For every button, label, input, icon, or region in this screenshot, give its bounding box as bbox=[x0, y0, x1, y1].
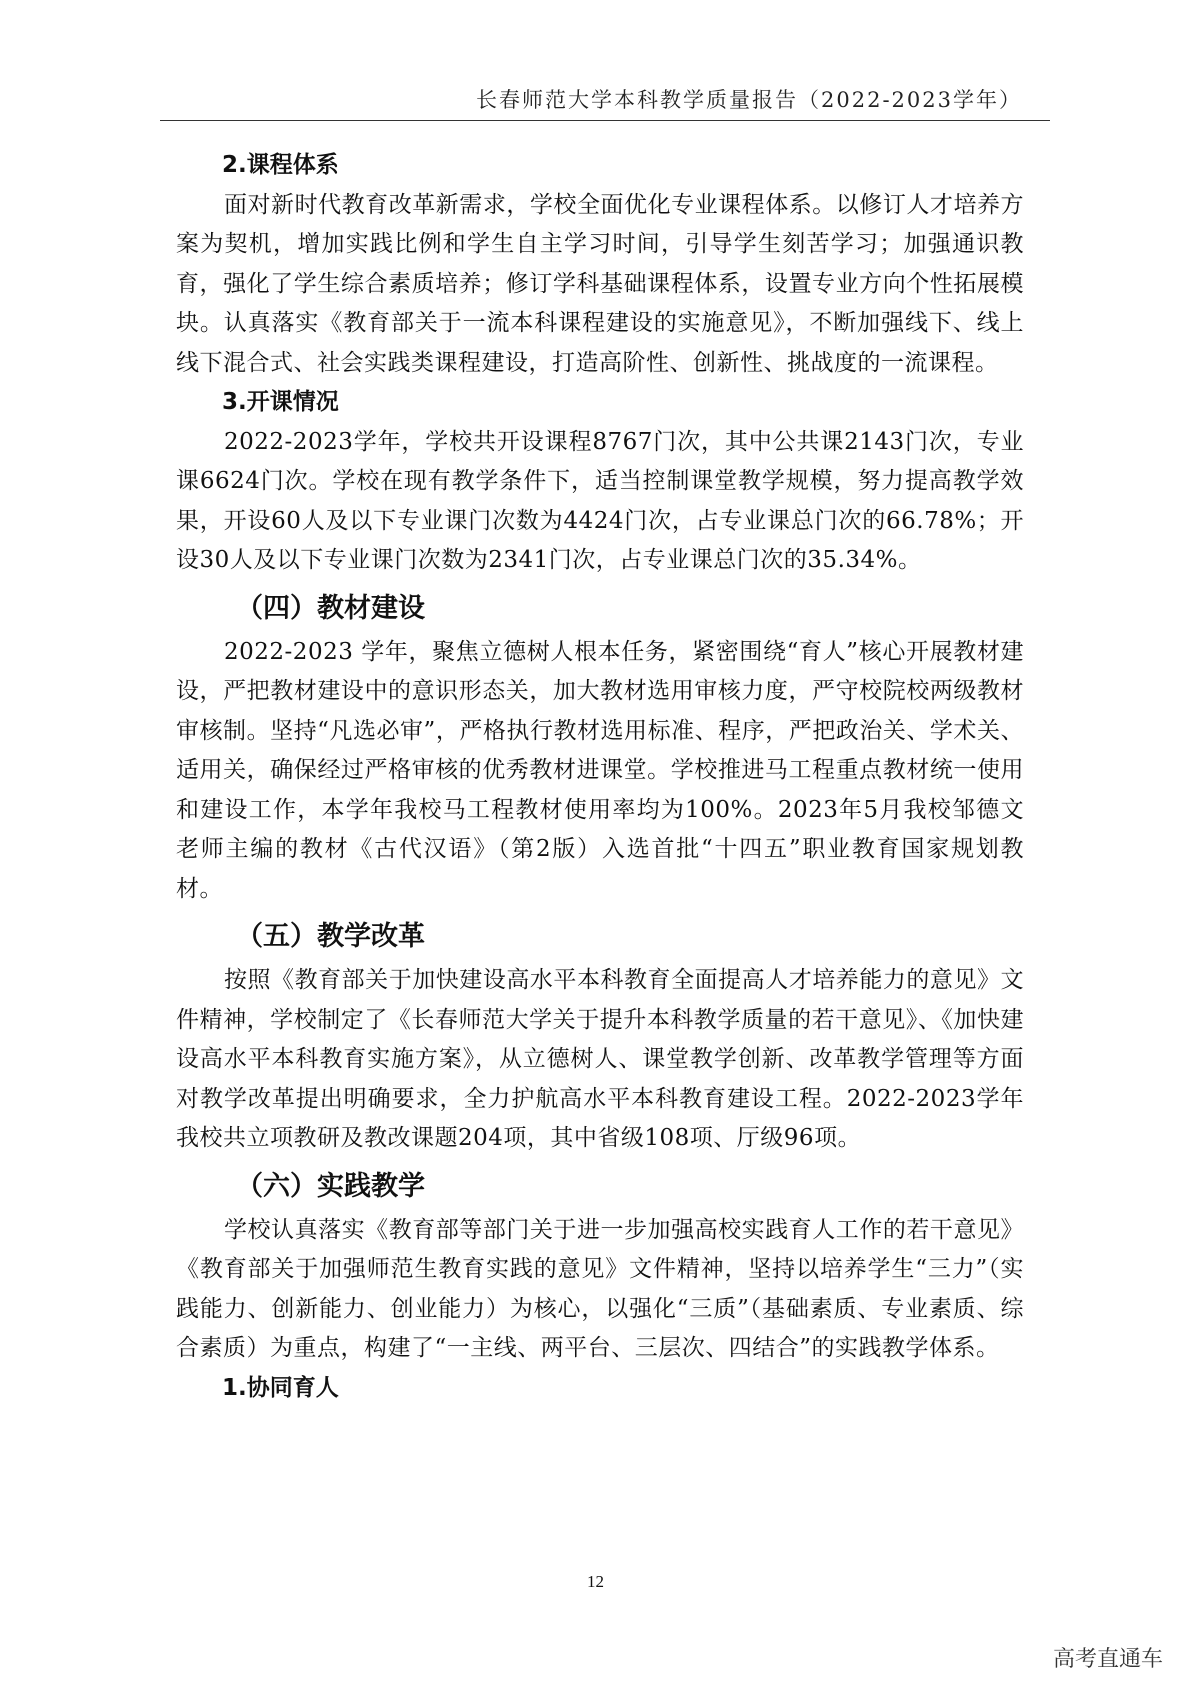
subheading-course-offerings: 3.开课情况 bbox=[222, 389, 339, 415]
paragraph-curriculum-system: 面对新时代教育改革新需求，学校全面优化专业课程体系。以修订人才培养方案为契机，增加实践比例和学生自主学习时间，引导学生刻苦学习；加强通识教育，强化了学生综合素质培养；修订学科基础课程体系，设置专业方向个性拓展模块。认真落实《教育部关于一流本科课程建设的实施意见》，不断加强线下、线上线下混合式、社会实践类课程建设，打造高阶性、创新性、挑战度的一流课程。 bbox=[176, 191, 1024, 376]
paragraph-practical-teaching: 学校认真落实《教育部等部门关于进一步加强高校实践育人工作的若干意见》《教育部关于加强师范生教育实践的意见》文件精神，坚持以培养学生“三力”（实践能力、创新能力、创业能力）为核心，以强化“三质”（基础素质、专业素质、综合素质）为重点，构建了“一主线、两平台、三层次、四结合”的实践教学体系。 bbox=[176, 1216, 1024, 1361]
heading-teaching-reform: （五）教学改革 bbox=[236, 921, 425, 952]
document-body bbox=[176, 146, 1024, 1408]
paragraph-textbook-construction: 2022-2023 学年，聚焦立德树人根本任务，紧密围绕“育人”核心开展教材建设，严把教材建设中的意识形态关，加大教材选用审核力度，严守校院校两级教材审核制。坚持“凡选必审”，严格执行教材选用标准、程序，严把政治关、学术关、适用关，确保经过严格审核的优秀教材进课堂。学校推进马工程重点教材统一使用和建设工作，本学年我校马工程教材使用率均为100%。2023年5月我校邹德文老师主编的教材《古代汉语》（第2版）入选首批“十四五”职业教育国家规划教材。 bbox=[176, 638, 1024, 902]
subheading-collaborative-education: 1.协同育人 bbox=[222, 1374, 339, 1401]
subheading-curriculum-system: 2.课程体系 bbox=[222, 152, 339, 178]
heading-practical-teaching: （六）实践教学 bbox=[236, 1170, 425, 1202]
page-header bbox=[160, 82, 1050, 121]
paragraph-teaching-reform: 按照《教育部关于加快建设高水平本科教育全面提高人才培养能力的意见》文件精神，学校制定了《长春师范大学关于提升本科教学质量的若干意见》、《加快建设高水平本科教育实施方案》，从立德树人、课堂教学创新、改革教学管理等方面对教学改革提出明确要求，全力护航高水平本科教育建设工程。2022-2023学年我校共立项教研及教改课题204项，其中省级108项、厅级96项。 bbox=[176, 967, 1024, 1151]
heading-textbook-construction: （四）教材建设 bbox=[236, 592, 425, 624]
watermark: 高考直通车 bbox=[1052, 1647, 1163, 1672]
header-title: 长春师范大学本科教学质量报告（2022-2023学年） bbox=[476, 88, 1022, 112]
paragraph-course-offerings: 2022-2023学年，学校共开设课程8767门次，其中公共课2143门次，专业课6624门次。学校在现有教学条件下，适当控制课堂教学规模，努力提高教学效果，开设60人及以下专业课门次数为4424门次，占专业课总门次的66.78%；开设30人及以下专业课门次数为2341门次，占专业课总门次的35.34%。 bbox=[176, 428, 1024, 573]
page-number: 12 bbox=[587, 1572, 604, 1591]
